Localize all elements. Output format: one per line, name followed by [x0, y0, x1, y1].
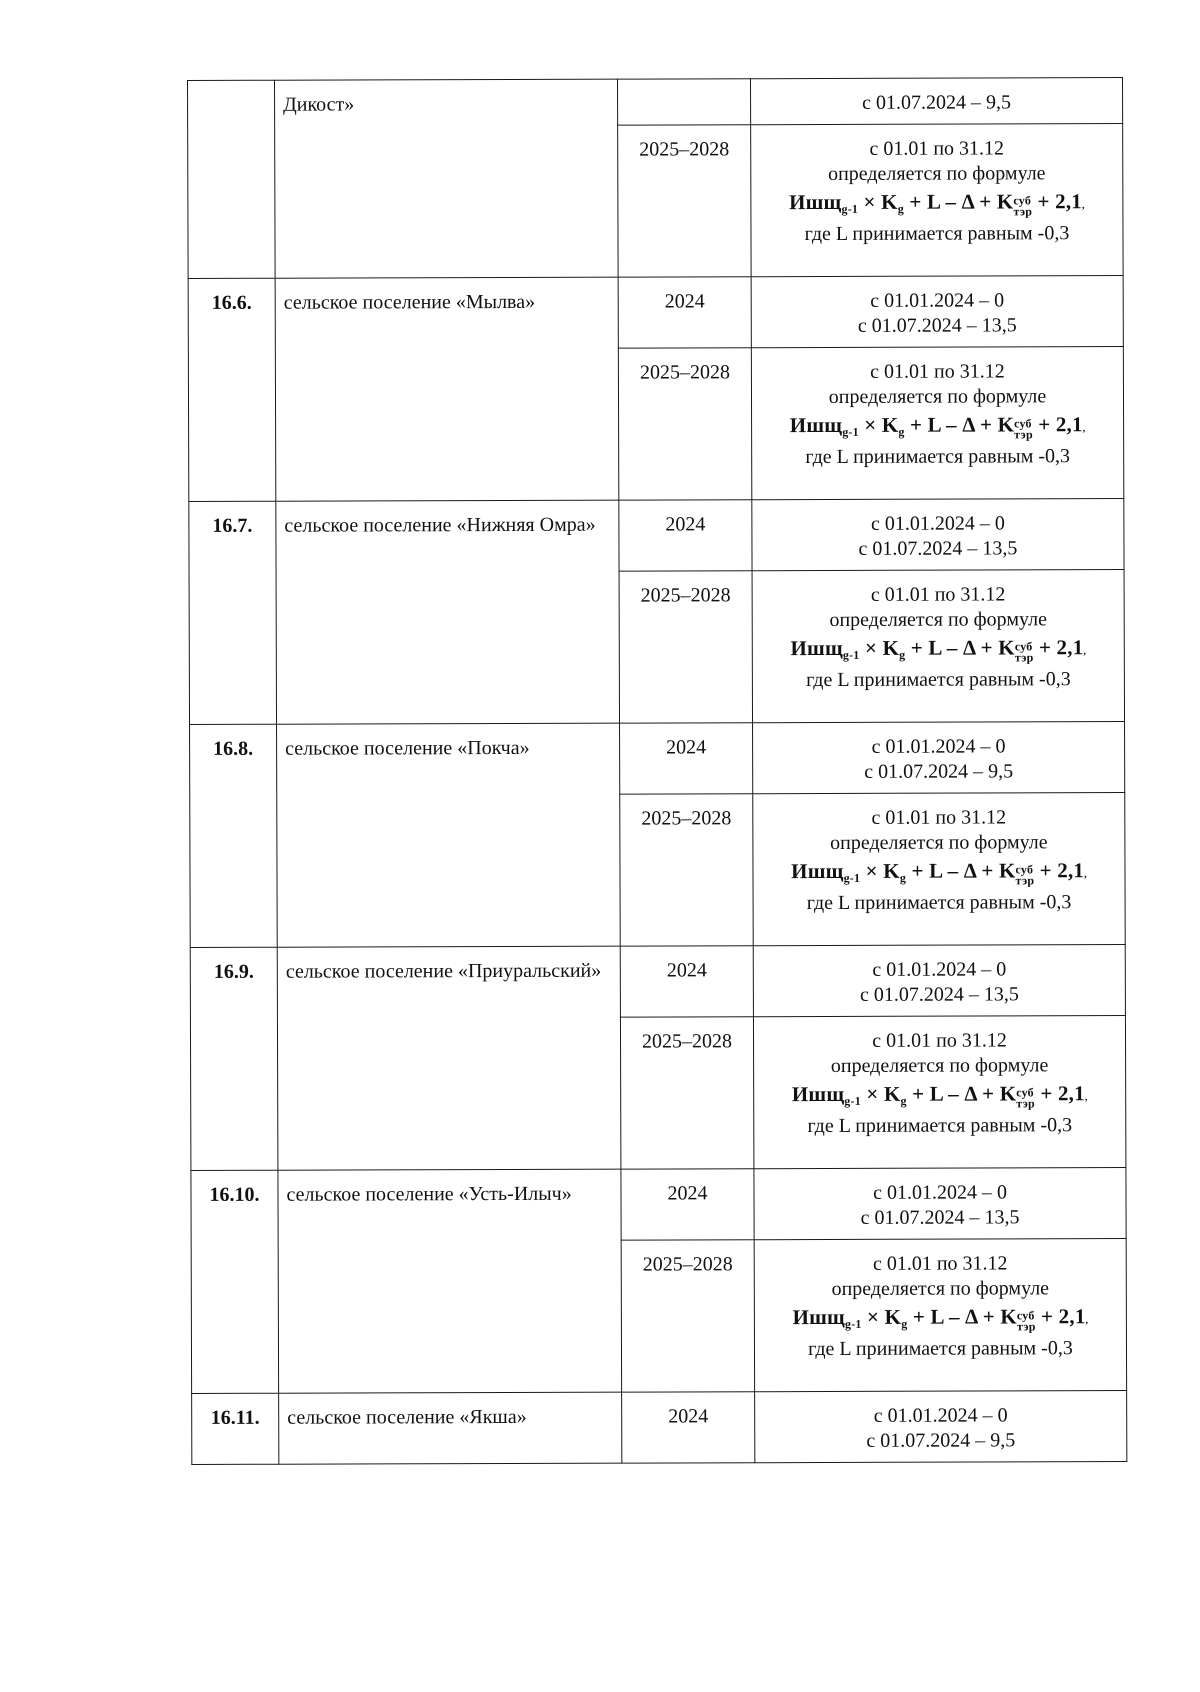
period-value	[753, 793, 1125, 946]
value-line: определяется по формуле	[828, 162, 1046, 185]
formula-subscript: тэр	[1015, 873, 1035, 888]
row-number	[188, 80, 276, 278]
formula-superscript: суб	[1016, 1308, 1035, 1323]
row-number: 16.10.	[191, 1170, 279, 1393]
formula-term: × K	[861, 1304, 902, 1329]
formula-term: Ишщ	[792, 1304, 846, 1330]
period-year: 2025–2028	[618, 348, 751, 500]
formula-term: × K	[858, 189, 898, 214]
formula	[758, 1078, 1121, 1114]
formula-term: + 2,1	[1035, 1304, 1086, 1329]
formula-term: + L – Δ + K	[905, 858, 1016, 883]
formula-note: где L принимается равным -0,3	[807, 1114, 1073, 1138]
formula-term: Ишщ	[791, 1081, 845, 1107]
value-line: с 01.01.2024 – 0	[873, 1404, 1008, 1427]
row-number: 16.8.	[190, 724, 278, 947]
period-year: 2025–2028	[620, 1017, 753, 1169]
value-line: с 01.01 по 31.12	[869, 137, 1005, 160]
formula-term: + 2,1	[1034, 1081, 1085, 1106]
formula-subscript: тэр	[1014, 427, 1033, 442]
formula-supsub	[1014, 418, 1033, 440]
settlement-name: сельское поселение «Нижняя Омра»	[276, 500, 620, 724]
formula-term: + L – Δ + K	[907, 1304, 1017, 1329]
period-value	[755, 1391, 1127, 1463]
formula-subscript: g-1	[841, 201, 859, 216]
formula-supsub	[1013, 195, 1032, 217]
tariff-table	[187, 77, 1127, 1465]
period-value	[751, 276, 1123, 348]
value-line: с 01.01 по 31.12	[872, 1029, 1007, 1052]
value-line: с 01.01 по 31.12	[870, 583, 1006, 606]
row-number: 16.9.	[190, 947, 278, 1170]
value-line: с 01.01 по 31.12	[870, 360, 1005, 383]
value-line: определяется по формуле	[831, 1277, 1050, 1300]
formula-subscript: g	[901, 1316, 908, 1331]
value-line: с 01.01.2024 – 0	[872, 958, 1007, 981]
value-line: с 01.07.2024 – 9,5	[864, 760, 1014, 783]
formula-term: × K	[860, 858, 900, 883]
formula-term: ,	[1084, 1092, 1088, 1104]
formula-subscript: g	[898, 424, 905, 439]
formula-subscript: g-1	[844, 1316, 862, 1331]
table-row	[188, 276, 1123, 350]
settlement-name: сельское поселение «Покча»	[277, 723, 621, 947]
formula-note: где L принимается равным -0,3	[804, 222, 1070, 246]
period-value	[753, 945, 1125, 1017]
table-row	[189, 499, 1124, 573]
value-line: определяется по формуле	[829, 608, 1047, 631]
formula-term: + 2,1	[1032, 412, 1083, 437]
period-value	[754, 1168, 1126, 1240]
formula	[759, 1301, 1122, 1337]
period-year: 2024	[622, 1392, 755, 1463]
formula-subscript: тэр	[1014, 650, 1034, 665]
table-body	[188, 78, 1127, 1465]
formula-note: где L принимается равным -0,3	[805, 445, 1071, 469]
period-year: 2025–2028	[621, 1240, 754, 1392]
formula-subscript: g	[899, 870, 907, 885]
formula	[757, 632, 1120, 668]
period-year: 2025–2028	[619, 571, 752, 723]
formula-superscript: суб	[1014, 416, 1032, 431]
period-year: 2024	[621, 1169, 754, 1240]
formula-term: Ишщ	[790, 635, 843, 661]
period-value	[754, 1239, 1126, 1392]
settlement-name: сельское поселение «Якша»	[279, 1392, 622, 1464]
formula-term: + L – Δ + K	[904, 412, 1015, 437]
period-year: 2024	[618, 277, 751, 348]
period-value	[752, 570, 1124, 723]
value-line: с 01.01 по 31.12	[872, 1252, 1008, 1275]
formula-supsub	[1016, 1087, 1035, 1109]
value-line: с 01.07.2024 – 9,5	[866, 1429, 1016, 1452]
formula-supsub	[1015, 864, 1034, 886]
value-line: с 01.07.2024 – 9,5	[862, 91, 1012, 114]
period-year: 2025–2028	[620, 794, 753, 946]
formula-subscript: g-1	[843, 870, 861, 885]
formula-term: ,	[1082, 423, 1086, 435]
value-line: с 01.07.2024 – 13,5	[860, 1206, 1020, 1229]
period-value	[751, 124, 1123, 277]
row-number: 16.6.	[188, 278, 276, 501]
formula-term: × K	[858, 412, 899, 437]
row-number: 16.11.	[192, 1393, 279, 1464]
formula	[755, 186, 1118, 222]
formula-term: + 2,1	[1032, 189, 1083, 214]
formula-subscript: g	[897, 201, 904, 216]
table-row	[192, 1391, 1127, 1465]
value-line: с 01.01.2024 – 0	[873, 1181, 1007, 1204]
table-row	[190, 722, 1125, 796]
table-row	[190, 945, 1125, 1019]
formula-term: + L – Δ + K	[903, 189, 1014, 214]
formula-term: × K	[859, 635, 900, 660]
value-line: определяется по формуле	[828, 385, 1047, 408]
value-line: с 01.01.2024 – 0	[871, 735, 1006, 758]
formula-term: + L – Δ + K	[906, 1081, 1017, 1106]
formula-term: Ишщ	[789, 412, 843, 438]
period-value	[753, 1016, 1125, 1169]
formula-superscript: суб	[1016, 1085, 1034, 1100]
formula-supsub	[1015, 641, 1034, 663]
settlement-name: сельское поселение «Усть-Илыч»	[278, 1169, 622, 1393]
formula-term: × K	[860, 1081, 901, 1106]
formula-note: где L принимается равным -0,3	[806, 891, 1072, 915]
formula-subscript: тэр	[1013, 204, 1033, 219]
formula-note: где L принимается равным -0,3	[806, 668, 1071, 692]
formula-subscript: тэр	[1016, 1096, 1035, 1111]
formula-subscript: g-1	[844, 1093, 861, 1108]
period-value	[750, 78, 1122, 125]
formula-subscript: g	[899, 647, 906, 662]
period-year: 2025–2028	[618, 125, 751, 277]
period-value	[752, 499, 1124, 571]
value-line: с 01.01 по 31.12	[871, 806, 1007, 829]
value-line: с 01.01.2024 – 0	[870, 289, 1005, 312]
formula-superscript: суб	[1013, 193, 1032, 208]
formula-subscript: g	[900, 1093, 907, 1108]
formula-term: ,	[1083, 646, 1087, 658]
value-line: определяется по формуле	[830, 1054, 1049, 1077]
row-number: 16.7.	[189, 501, 277, 724]
formula	[756, 409, 1119, 445]
formula-term: ,	[1085, 1315, 1089, 1327]
formula-term: + 2,1	[1033, 635, 1084, 660]
formula-superscript: суб	[1015, 862, 1034, 877]
value-line: с 01.07.2024 – 13,5	[859, 983, 1019, 1006]
period-year: 2024	[619, 500, 752, 571]
value-line: с 01.07.2024 – 13,5	[858, 537, 1018, 560]
period-year: 2024	[620, 723, 753, 794]
settlement-name: сельское поселение «Мылва»	[275, 277, 619, 501]
formula-term: ,	[1084, 869, 1087, 881]
settlement-name: Дикост»	[275, 79, 619, 278]
formula-subscript: тэр	[1016, 1319, 1036, 1334]
period-year: 2024	[620, 946, 753, 1017]
formula-subscript: g-1	[842, 647, 860, 662]
formula-subscript: g-1	[842, 424, 859, 439]
table-row	[188, 78, 1123, 127]
period-value	[751, 347, 1123, 500]
table-row	[191, 1168, 1126, 1242]
formula-term: Ишщ	[789, 189, 842, 215]
period-value	[753, 722, 1125, 794]
value-line: с 01.07.2024 – 13,5	[857, 314, 1017, 337]
formula-superscript: суб	[1014, 639, 1033, 654]
formula-term: Ишщ	[791, 858, 844, 884]
period-year	[617, 79, 750, 125]
settlement-name: сельское поселение «Приуральский»	[277, 946, 621, 1170]
formula-supsub	[1017, 1310, 1036, 1332]
formula-term: ,	[1081, 200, 1085, 212]
formula	[757, 855, 1120, 891]
formula-term: + 2,1	[1034, 858, 1085, 883]
value-line: с 01.01.2024 – 0	[870, 512, 1005, 535]
formula-term: + L – Δ + K	[905, 635, 1015, 660]
formula-note: где L принимается равным -0,3	[808, 1337, 1073, 1361]
value-line: определяется по формуле	[830, 831, 1048, 854]
